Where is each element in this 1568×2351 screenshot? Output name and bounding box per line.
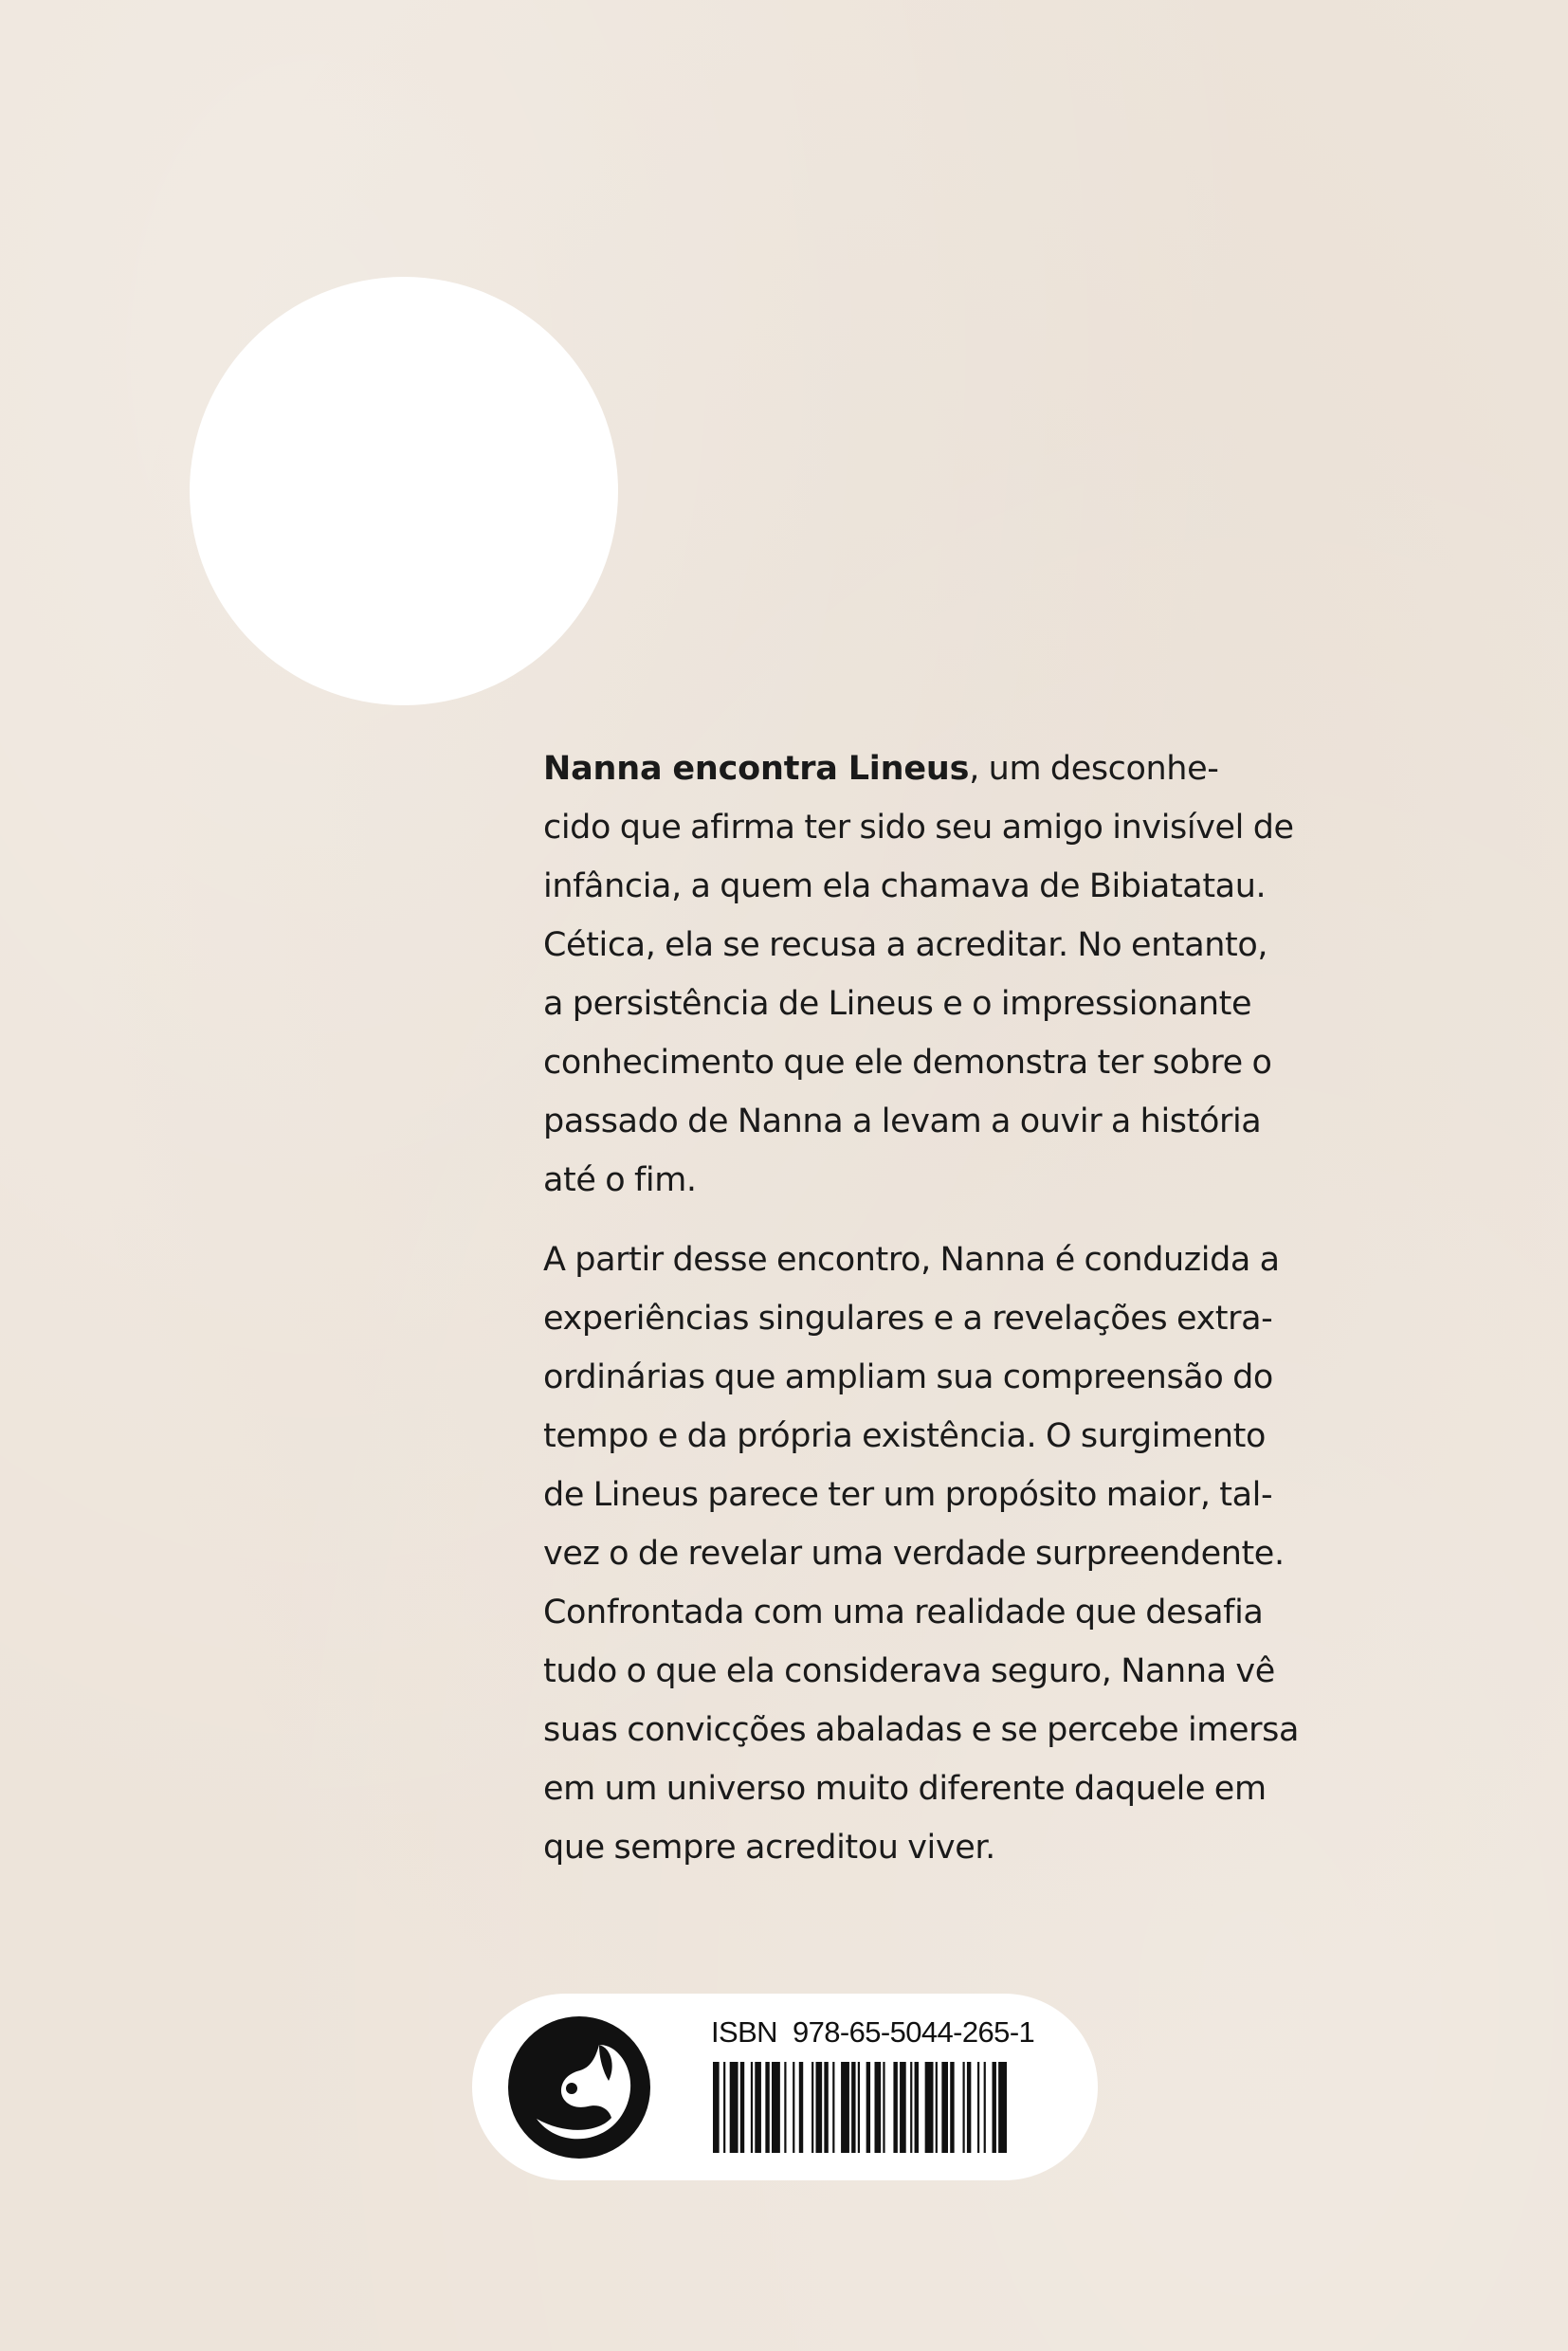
barcode-bar	[723, 2062, 725, 2153]
back-cover-blurb	[543, 739, 1321, 1877]
barcode-bar	[811, 2062, 813, 2153]
blurb-line: tempo e da própria existência. O surgimento	[543, 1417, 1266, 1455]
barcode-bar	[950, 2062, 954, 2153]
blurb-line: suas convicções abaladas e se percebe imersa	[543, 1711, 1300, 1749]
barcode-bar	[963, 2062, 965, 2153]
blurb-line: infância, a quem ela chamava de Bibiatatau.	[543, 867, 1267, 905]
barcode-bar	[967, 2062, 971, 2153]
blurb-line	[543, 739, 1321, 798]
barcode-bar	[915, 2062, 919, 2153]
barcode-bar	[925, 2062, 934, 2153]
dog-head-icon	[508, 2016, 650, 2159]
barcode-bar	[816, 2062, 823, 2153]
barcode	[713, 2062, 1007, 2153]
barcode-bar	[832, 2062, 834, 2153]
blurb-line: conhecimento que ele demonstra ter sobre o	[543, 1044, 1272, 1082]
barcode-bar	[936, 2062, 938, 2153]
blurb-line: a persistência de Lineus e o impressionante	[543, 985, 1252, 1023]
blurb-line: ordinárias que ampliam sua compreensão do	[543, 1358, 1273, 1396]
blurb-line: tudo o que ela considerava seguro, Nanna vê	[543, 1652, 1275, 1690]
white-moon-circle	[190, 277, 618, 705]
barcode-bar	[858, 2062, 860, 2153]
barcode-bar	[883, 2062, 884, 2153]
barcode-bar	[751, 2062, 753, 2153]
barcode-bar	[900, 2062, 906, 2153]
barcode-bar	[799, 2062, 803, 2153]
barcode-bar	[730, 2062, 738, 2153]
blurb-paragraph-1	[543, 739, 1321, 1210]
blurb-line: passado de Nanna a levam a ouvir a história	[543, 1103, 1262, 1140]
blurb-line: A partir desse encontro, Nanna é conduzida a	[543, 1241, 1280, 1279]
blurb-line: em um universo muito diferente daquele em	[543, 1770, 1267, 1808]
barcode-bar	[765, 2062, 769, 2153]
barcode-bar	[755, 2062, 761, 2153]
blurb-line: Confrontada com uma realidade que desafia	[543, 1594, 1264, 1631]
barcode-bar	[866, 2062, 870, 2153]
blurb-line: de Lineus parece ter um propósito maior, tal-	[543, 1476, 1273, 1514]
blurb-line: vez o de revelar uma verdade surpreendente.	[543, 1535, 1285, 1573]
barcode-bar	[875, 2062, 882, 2153]
barcode-bar	[851, 2062, 855, 2153]
blurb-line: cido que afirma ter sido seu amigo invisível de	[543, 809, 1294, 847]
barcode-bar	[841, 2062, 849, 2153]
blurb-lead-phrase: Nanna encontra Lineus	[543, 750, 970, 788]
isbn-number: 978-65-5044-265-1	[792, 2015, 1035, 2049]
barcode-bar	[893, 2062, 897, 2153]
barcode-bar	[941, 2062, 948, 2153]
blurb-line: que sempre acreditou viver.	[543, 1829, 995, 1867]
barcode-bar	[772, 2062, 780, 2153]
barcode-bar	[824, 2062, 828, 2153]
barcode-bar	[793, 2062, 794, 2153]
barcode-bar	[977, 2062, 979, 2153]
blurb-line: experiências singulares e a revelações extra-	[543, 1300, 1273, 1338]
blurb-line: Cética, ela se recusa a acreditar. No entanto,	[543, 926, 1268, 964]
barcode-bar	[998, 2062, 1007, 2153]
isbn-text	[711, 2015, 1034, 2050]
blurb-paragraph-2	[543, 1230, 1321, 1877]
barcode-bar	[993, 2062, 996, 2153]
blurb-line-rest: , um desconhe-	[969, 750, 1219, 788]
barcode-bar	[910, 2062, 912, 2153]
barcode-bar	[784, 2062, 786, 2153]
barcode-bar	[984, 2062, 986, 2153]
blurb-line: até o fim.	[543, 1161, 697, 1199]
barcode-bar	[713, 2062, 720, 2153]
barcode-bar	[740, 2062, 744, 2153]
isbn-label: ISBN	[711, 2015, 777, 2049]
